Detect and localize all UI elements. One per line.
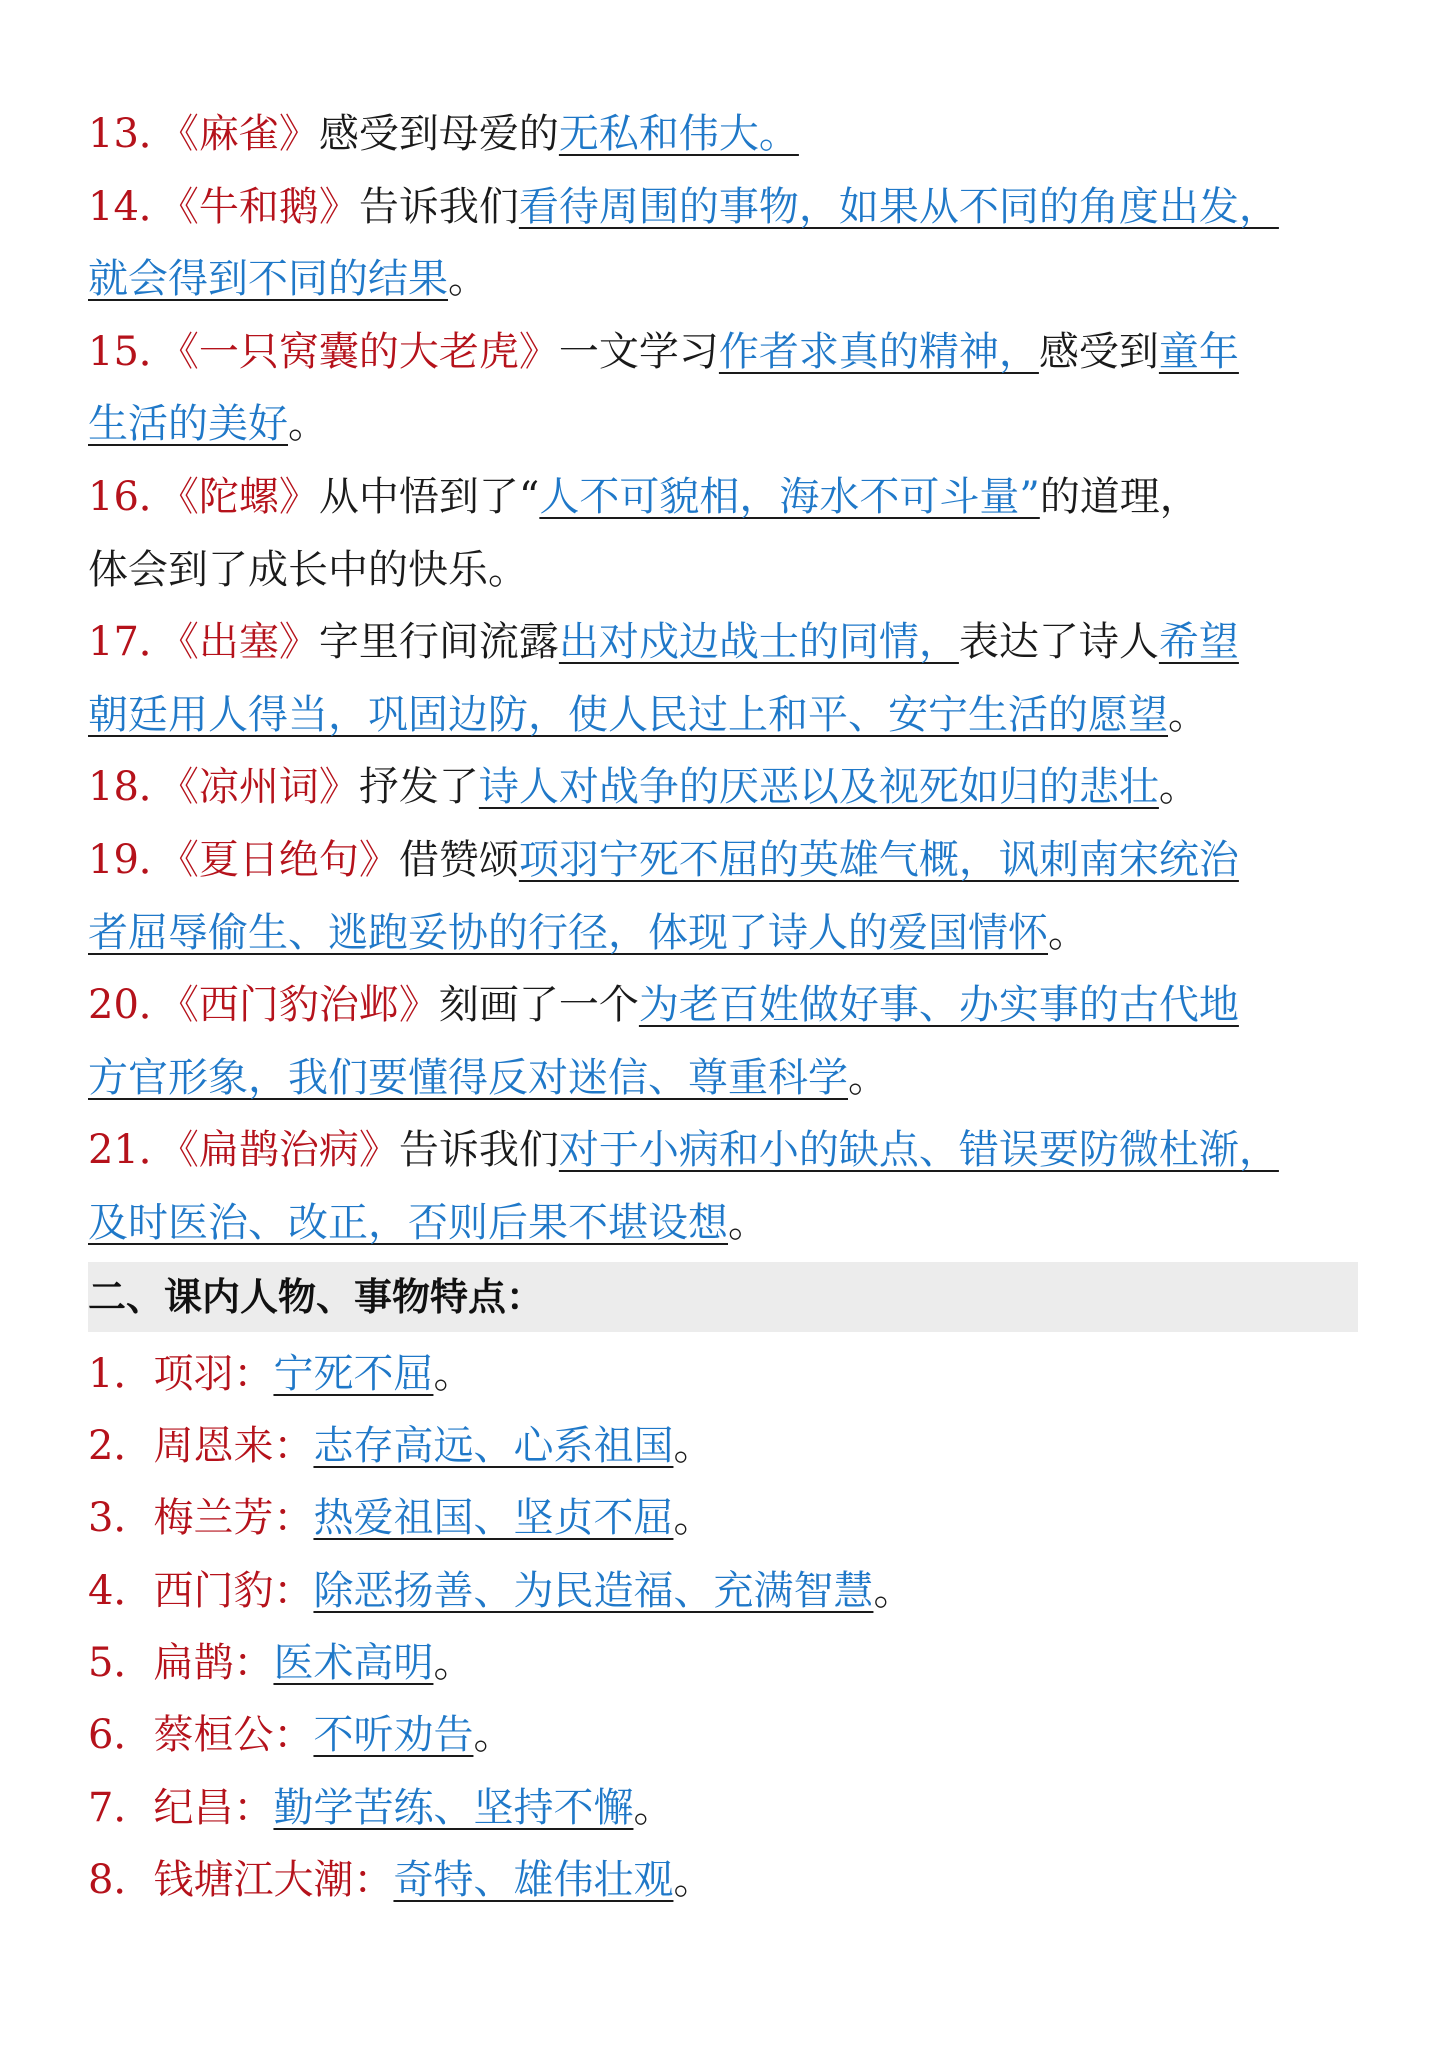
entry xyxy=(88,969,1358,1114)
entry xyxy=(88,171,1358,316)
entry-line xyxy=(88,171,1358,244)
segment-answer: 生活的美好 xyxy=(88,401,288,448)
segment-label: 15．《一只窝囊的大老虎》 xyxy=(88,328,559,375)
entry-line xyxy=(88,461,1358,534)
entry xyxy=(88,461,1358,606)
segment-answer: 方官形象，我们要懂得反对迷信、尊重科学 xyxy=(88,1054,848,1101)
segment-label: 21．《扁鹊治病》 xyxy=(88,1127,399,1174)
segment-answer: 看待周围的事物，如果从不同的角度出发， xyxy=(518,183,1279,230)
segment-text: 告诉我们 xyxy=(358,183,519,230)
list-item xyxy=(88,1555,1358,1627)
segment-text: 。 xyxy=(433,1350,474,1397)
segment-text: 刻画了一个 xyxy=(438,982,639,1029)
segment-text: 。 xyxy=(728,1199,768,1246)
segment-text: 。 xyxy=(448,256,488,303)
segment-text: 感受到母爱的 xyxy=(318,111,559,157)
segment-label: 5．扁鹊： xyxy=(88,1640,274,1687)
segment-label: 1．项羽： xyxy=(88,1350,274,1397)
segment-answer: 童年 xyxy=(1158,328,1239,375)
entry-line xyxy=(88,98,1358,171)
entry xyxy=(88,824,1358,969)
entry-line xyxy=(88,969,1358,1042)
segment-text: 的道理， xyxy=(1039,473,1200,520)
segment-text: 从中悟到了“ xyxy=(318,473,540,520)
entry-line xyxy=(88,388,1358,461)
entry xyxy=(88,1114,1358,1259)
segment-answer: 除恶扬善、为民造福、充满智慧 xyxy=(313,1567,874,1614)
segment-label: 16．《陀螺》 xyxy=(88,473,319,520)
entry-line xyxy=(88,1042,1358,1115)
segment-text: 抒发了 xyxy=(358,764,479,811)
segment-text: 。 xyxy=(673,1495,714,1542)
segment-text: 。 xyxy=(633,1784,674,1831)
segment-text: 。 xyxy=(288,401,328,448)
segment-answer: 朝廷用人得当，巩固边防，使人民过上和平、安宁生活的愿望 xyxy=(88,691,1168,738)
entry-line xyxy=(88,679,1358,752)
segment-answer: 宁死不屈 xyxy=(273,1350,434,1397)
list-item xyxy=(88,1338,1358,1410)
segment-text: 。 xyxy=(1168,691,1208,738)
segment-answer: 对于小病和小的缺点、错误要防微杜渐， xyxy=(558,1127,1279,1174)
list-item xyxy=(88,1844,1358,1916)
segment-answer: 作者求真的精神， xyxy=(718,328,1039,375)
list-item xyxy=(88,1482,1358,1554)
segment-label: 3．梅兰芳： xyxy=(88,1495,314,1542)
segment-label: 2．周恩来： xyxy=(88,1422,314,1469)
segment-text: 。 xyxy=(1048,909,1088,956)
segment-answer: 医术高明 xyxy=(273,1640,434,1687)
entry xyxy=(88,98,1358,171)
entry xyxy=(88,606,1358,751)
segment-text: 一文学习 xyxy=(558,328,719,375)
segment-label: 7．纪昌： xyxy=(88,1784,274,1831)
segment-answer: 人不可貌相，海水不可斗量” xyxy=(539,473,1040,520)
content xyxy=(88,98,1358,1917)
segment-answer: 不听劝告 xyxy=(313,1712,474,1759)
segment-answer: 就会得到不同的结果 xyxy=(88,256,448,303)
entry xyxy=(88,316,1358,461)
entry-line xyxy=(88,751,1358,824)
entry-line xyxy=(88,1187,1358,1260)
segment-answer: 为老百姓做好事、办实事的古代地 xyxy=(638,982,1239,1029)
entry-line xyxy=(88,316,1358,389)
segment-label: 19．《夏日绝句》 xyxy=(88,836,399,883)
segment-answer: 者屈辱偷生、逃跑妥协的行径，体现了诗人的爱国情怀 xyxy=(88,909,1048,956)
segment-label: 13．《麻雀》 xyxy=(88,111,319,157)
entry xyxy=(88,751,1358,824)
segment-text: 。 xyxy=(873,1567,914,1614)
entry-line xyxy=(88,824,1358,897)
segment-answer: 勤学苦练、坚持不懈 xyxy=(273,1784,634,1831)
segment-label: 4．西门豹： xyxy=(88,1567,314,1614)
segment-label: 6．蔡桓公： xyxy=(88,1712,314,1759)
segment-text: 字里行间流露 xyxy=(318,619,559,666)
segment-answer: 志存高远、心系祖国 xyxy=(313,1422,674,1469)
segment-answer: 诗人对战争的厌恶以及视死如归的悲壮 xyxy=(478,764,1159,811)
entry-line xyxy=(88,1114,1358,1187)
list-item xyxy=(88,1627,1358,1699)
entry-line xyxy=(88,243,1358,316)
segment-label: 18．《凉州词》 xyxy=(88,764,359,811)
review-entries xyxy=(88,98,1358,1260)
segment-label: 17．《出塞》 xyxy=(88,619,319,666)
segment-text: 借赞颂 xyxy=(398,836,519,883)
list-item xyxy=(88,1699,1358,1771)
segment-text: 告诉我们 xyxy=(398,1127,559,1174)
segment-text: 。 xyxy=(433,1640,474,1687)
segment-label: 20．《西门豹治邺》 xyxy=(88,982,439,1029)
segment-label: 14．《牛和鹅》 xyxy=(88,183,359,230)
entry-line xyxy=(88,534,1358,607)
segment-text: 。 xyxy=(673,1857,714,1904)
segment-text: 感受到 xyxy=(1038,328,1159,375)
segment-text: 表达了诗人 xyxy=(958,619,1159,666)
segment-text: 。 xyxy=(848,1054,888,1101)
segment-label: 8．钱塘江大潮： xyxy=(88,1857,394,1904)
segment-answer: 热爱祖国、坚贞不屈 xyxy=(313,1495,674,1542)
segment-answer: 奇特、雄伟壮观 xyxy=(393,1857,674,1904)
segment-answer: 无私和伟大。 xyxy=(558,111,799,157)
segment-answer: 及时医治、改正，否则后果不堪设想 xyxy=(88,1199,728,1246)
segment-text: 。 xyxy=(673,1422,714,1469)
segment-answer: 出对戍边战士的同情， xyxy=(558,619,959,666)
segment-answer: 项羽宁死不屈的英雄气概，讽刺南宋统治 xyxy=(518,836,1239,883)
segment-text: 体会到了成长中的快乐。 xyxy=(88,546,528,593)
section-heading: 二、课内人物、事物特点： xyxy=(88,1262,1358,1332)
segment-text: 。 xyxy=(473,1712,514,1759)
segment-text: 。 xyxy=(1158,764,1199,811)
list-item xyxy=(88,1772,1358,1844)
entry-line xyxy=(88,897,1358,970)
character-traits-list xyxy=(88,1338,1358,1917)
list-item xyxy=(88,1410,1358,1482)
entry-line xyxy=(88,606,1358,679)
segment-answer: 希望 xyxy=(1158,619,1239,666)
